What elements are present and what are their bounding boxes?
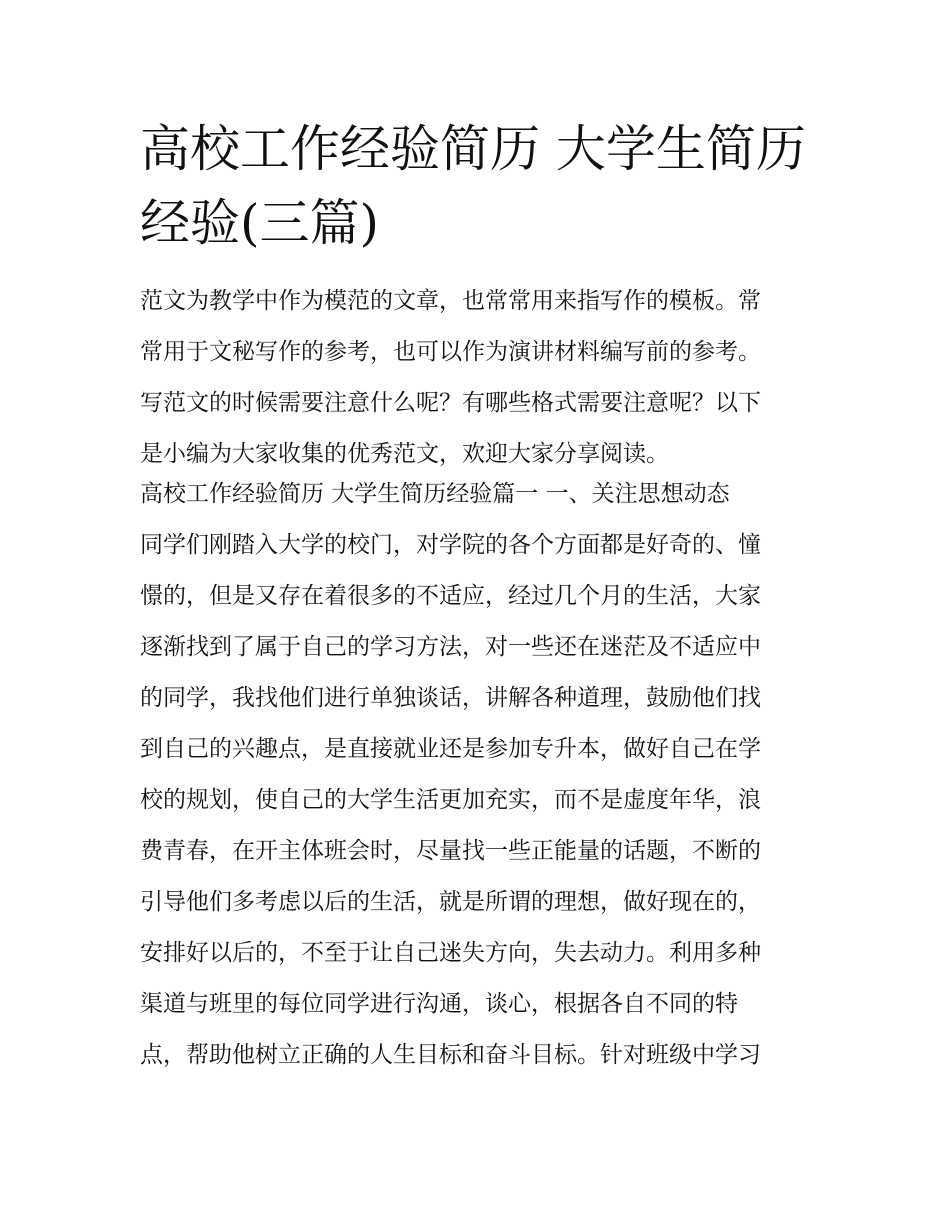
section-heading-line: 高校工作经验简历 大学生简历经验篇一 一、关注思想动态 bbox=[140, 481, 730, 507]
title-line: 经验(三篇) bbox=[140, 194, 380, 252]
document-body bbox=[140, 280, 820, 1085]
body-line: 渠道与班里的每位同学进行沟通，谈心，根据各自不同的特 bbox=[140, 991, 738, 1017]
body-line: 点，帮助他树立正确的人生目标和奋斗目标。针对班级中学习 bbox=[140, 1042, 761, 1068]
document-title bbox=[140, 112, 820, 260]
body-line: 写范文的时候需要注意什么呢？有哪些格式需要注意呢？以下 bbox=[140, 390, 761, 416]
body-line: 费青春，在开主体班会时，尽量找一些正能量的话题，不断的 bbox=[140, 838, 761, 864]
title-line: 高校工作经验简历 大学生简历 bbox=[140, 120, 806, 178]
body-line: 憬的，但是又存在着很多的不适应，经过几个月的生活，大家 bbox=[140, 583, 761, 609]
body-line: 校的规划，使自己的大学生活更加充实，而不是虚度年华，浪 bbox=[140, 787, 761, 813]
body-line: 范文为教学中作为模范的文章，也常常用来指写作的模板。常 bbox=[140, 288, 761, 314]
body-line: 是小编为大家收集的优秀范文，欢迎大家分享阅读。 bbox=[140, 441, 669, 467]
body-line: 安排好以后的，不至于让自己迷失方向，失去动力。利用多种 bbox=[140, 940, 761, 966]
body-line: 引导他们多考虑以后的生活，就是所谓的理想，做好现在的， bbox=[140, 889, 761, 915]
body-line: 到自己的兴趣点，是直接就业还是参加专升本，做好自己在学 bbox=[140, 736, 761, 762]
body-line: 同学们刚踏入大学的校门，对学院的各个方面都是好奇的、憧 bbox=[140, 532, 761, 558]
body-line: 逐渐找到了属于自己的学习方法，对一些还在迷茫及不适应中 bbox=[140, 634, 761, 660]
body-line: 的同学，我找他们进行单独谈话，讲解各种道理，鼓励他们找 bbox=[140, 685, 761, 711]
body-line: 常用于文秘写作的参考，也可以作为演讲材料编写前的参考。 bbox=[140, 339, 761, 365]
